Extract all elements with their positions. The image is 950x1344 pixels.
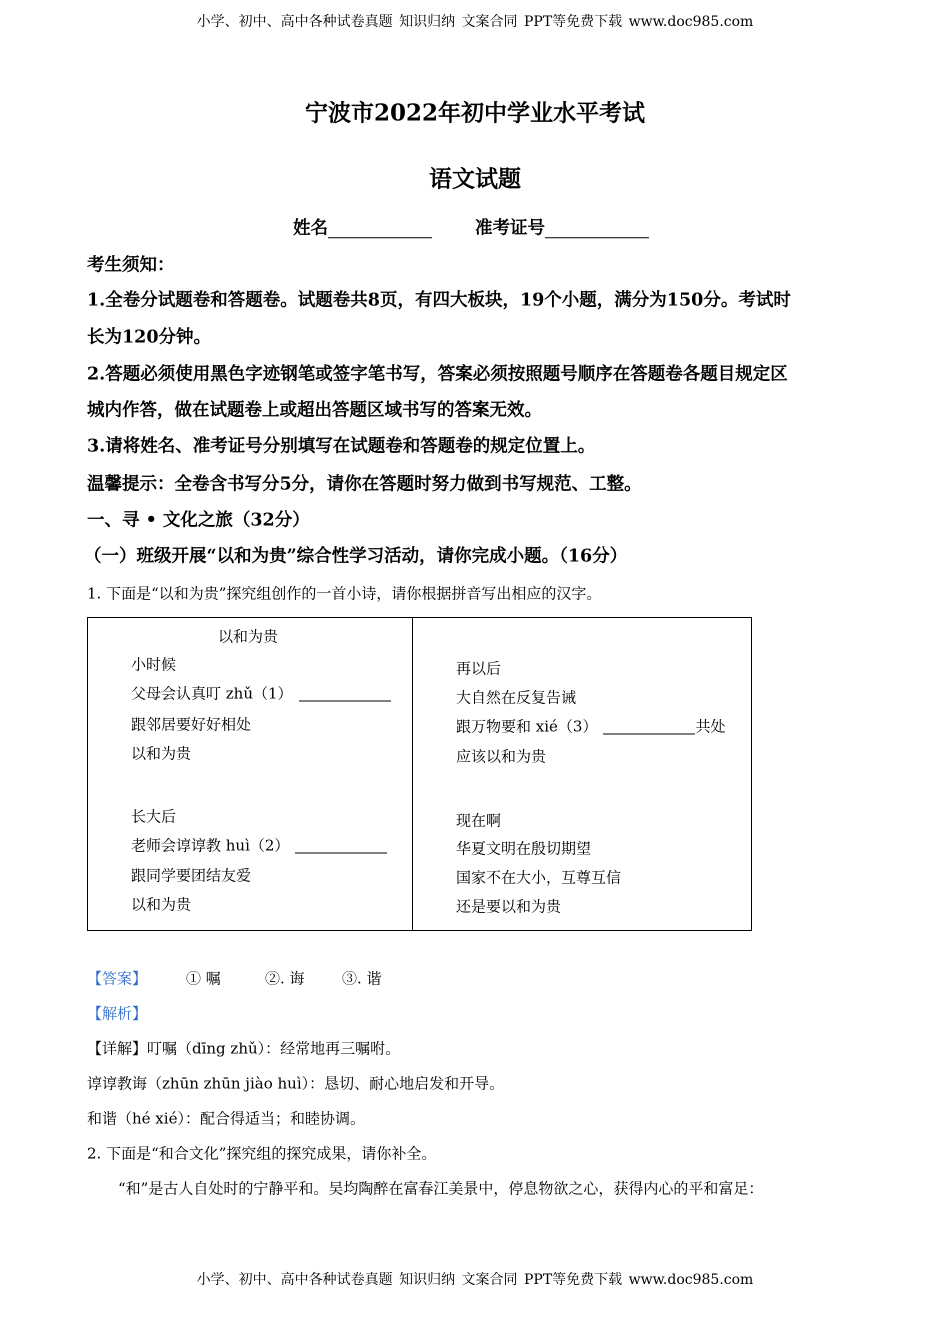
poem-line: 大自然在反复告诫 [456,688,577,707]
page-header: 小学、初中、高中各种试卷真题 知识归纳 文案合同 PPT等免费下载 www.doc985.com [196,14,754,30]
poem-line-text: 老师会谆谆教 huì（2） [131,836,290,855]
answer-blank-2 [295,839,387,854]
answer-blank-3 [603,720,695,735]
poem-line: 跟邻居要好好相处 [131,715,252,734]
detail-line: 和谐（hé xié）：配合得适当；和睦协调。 [87,1109,365,1128]
detail-line: 【详解】叮嘱（dīng zhǔ）：经常地再三嘱咐。 [87,1039,401,1058]
notice-line: 1.全卷分试题卷和答题卷。试题卷共8页，有四大板块，19个小题，满分为150分。考试时 [87,290,791,311]
poem-line: 跟同学要团结友爱 [131,866,252,885]
answer-item: ① 嘱 [186,969,221,988]
poem-line: 现在啊 [456,811,502,830]
poem-line: 华夏文明在殷切期望 [456,839,592,858]
poem-line [131,684,391,703]
poem-line: 以和为贵 [131,895,192,914]
section-heading: 一、寻 • 文化之旅（32分） [87,510,310,531]
part-heading: （一）班级开展“以和为贵”综合性学习活动，请你完成小题。（16分） [84,546,628,567]
notice-line: 城内作答，做在试题卷上或超出答题区域书写的答案无效。 [87,400,542,421]
question-1: 1. 下面是“以和为贵”探究组创作的一首小诗，请你根据拼音写出相应的汉字。 [87,584,602,603]
name-label: 姓名 [293,218,328,239]
exam-title: 宁波市2022年初中学业水平考试 [304,99,645,127]
table-divider [412,618,413,930]
analysis-label: 【解析】 [87,1004,148,1023]
page-footer: 小学、初中、高中各种试卷真题 知识归纳 文案合同 PPT等免费下载 www.doc985.com [196,1272,754,1288]
poem-line: 国家不在大小，互尊互信 [456,868,622,887]
poem-line: 应该以和为贵 [456,747,547,766]
answer-label: 【答案】 [87,969,148,988]
poem-table [87,617,752,931]
notice-line: 2.答题必须使用黑色字迹钢笔或签字笔书写，答案必须按照题号顺序在答题卷各题目规定区 [87,364,788,385]
name-field [293,220,432,238]
notice-heading: 考生须知： [87,255,175,276]
id-blank [545,221,649,238]
poem-line [131,836,387,855]
notice-line: 3.请将姓名、准考证号分别填写在试题卷和答题卷的规定位置上。 [87,436,596,457]
question-2: 2. 下面是“和合文化”探究组的探究成果，请你补全。 [87,1144,437,1163]
id-label: 准考证号 [475,218,545,239]
poem-line: 小时候 [131,655,177,674]
poem-line: 长大后 [131,807,177,826]
poem-line: 再以后 [456,659,502,678]
detail-line: 谆谆教诲（zhūn zhūn jiào huì）：恳切、耐心地启发和开导。 [87,1074,505,1093]
question-2-paragraph: “和”是古人自处时的宁静平和。吴均陶醉在富春江美景中，停息物欲之心，获得内心的平和富足： [118,1179,764,1198]
name-blank [328,221,432,238]
poem-title: 以和为贵 [218,627,279,646]
notice-line: 长为120分钟。 [87,327,212,348]
exam-subtitle: 语文试题 [429,165,521,193]
notice-line: 温馨提示：全卷含书写分5分，请你在答题时努力做到书写规范、工整。 [87,474,642,495]
poem-line: 以和为贵 [131,744,192,763]
poem-line-text: 共处 [695,717,726,736]
answer-item: ③. 谐 [342,969,382,988]
poem-line [456,717,726,736]
poem-line: 还是要以和为贵 [456,897,562,916]
answer-blank-1 [299,687,391,702]
id-field [475,220,649,238]
answer-item: ②. 诲 [265,969,305,988]
poem-line-text: 跟万物要和 xié（3） [456,717,598,736]
poem-line-text: 父母会认真叮 zhǔ（1） [131,684,293,703]
